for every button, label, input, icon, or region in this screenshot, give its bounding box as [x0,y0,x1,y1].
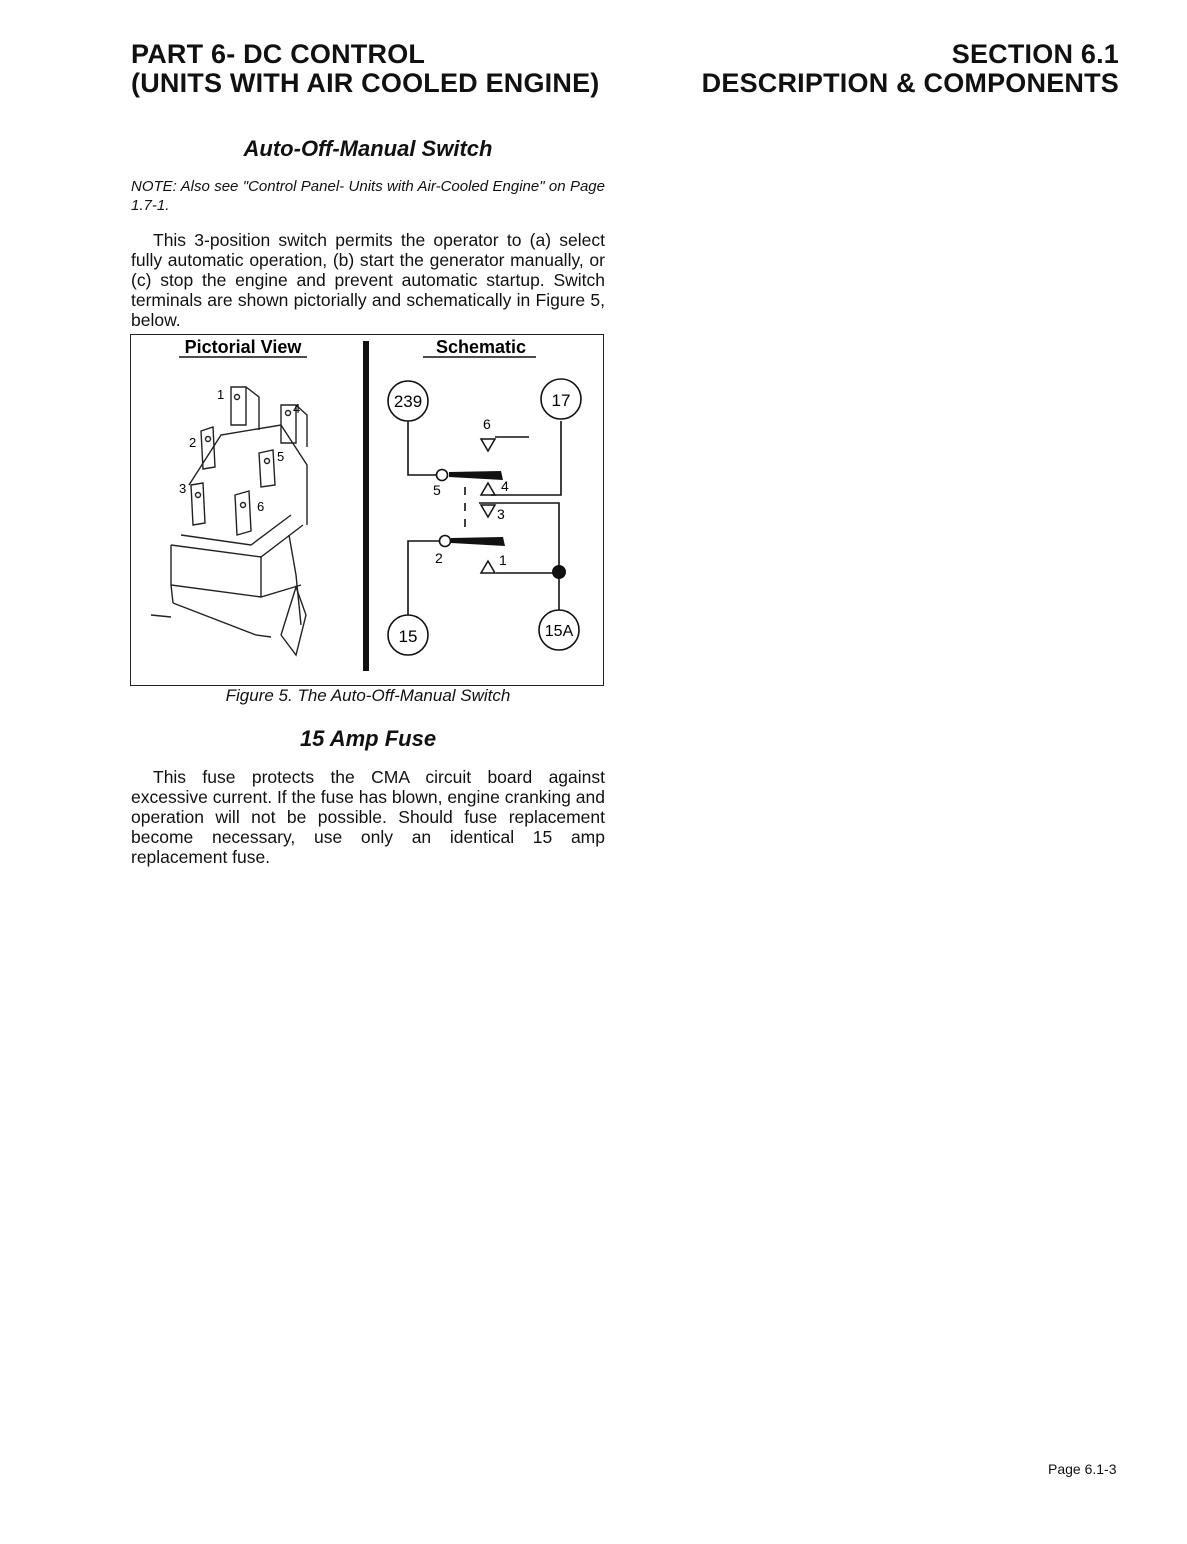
figure-5-box [130,334,604,686]
contact-1-triangle [481,561,495,573]
schematic-terminal-5: 5 [433,482,441,498]
wire-15-label: 15 [398,627,418,646]
schematic-wiring [408,421,561,615]
pictorial-terminal-4: 4 [293,401,301,416]
pictorial-view-label: Pictorial View [184,337,302,357]
section-heading-line1: SECTION 6.1 [951,39,1119,69]
wire-239-label: 239 [393,392,423,411]
pictorial-terminal-6: 6 [257,499,265,514]
contact-4-triangle [481,483,495,495]
figure-divider [363,341,369,671]
upper-pivot [437,470,448,481]
junction-dot [552,565,566,579]
figure-caption: Figure 5. The Auto-Off-Manual Switch [225,686,511,705]
schematic-label: Schematic [435,337,527,357]
pictorial-terminal-5: 5 [277,449,285,464]
pictorial-terminal-3: 3 [179,481,187,496]
wire-15a-label: 15A [544,623,574,640]
wire-17-label: 17 [551,391,571,410]
switch-note: NOTE: Also see "Control Panel- Units with Air-Cooled Engine" on Page 1.7-1. [131,178,605,214]
lower-pivot [440,536,451,547]
lower-contact-blade [451,537,505,546]
schematic-terminal-6: 6 [483,416,491,432]
pictorial-terminal-1: 1 [217,387,225,402]
pictorial-switch-drawing [151,387,307,655]
upper-contact-blade [449,471,503,480]
pictorial-terminal-2: 2 [189,435,197,450]
section-heading [702,40,1119,98]
schematic-terminal-4: 4 [501,478,509,494]
switch-section-title: Auto-Off-Manual Switch [243,136,493,161]
contact-3-triangle [481,505,495,517]
part-heading [131,40,599,98]
switch-paragraph: This 3-position switch permits the operator to (a) select fully automatic operation, (b) start the generator manually, or (c) stop the engine and prevent automatic startup. Switch terminals are shown pictorially and schematically in Figure 5, below. [131,230,605,330]
fuse-section-title: 15 Amp Fuse [299,726,437,751]
schematic-terminal-3: 3 [497,506,505,522]
switch-diagram [131,335,603,685]
contact-6-triangle [481,439,495,451]
page-number: Page 6.1-3 [1048,1461,1117,1477]
part-heading-line2: (UNITS WITH AIR COOLED ENGINE) [131,68,600,98]
schematic-terminal-2: 2 [435,550,443,566]
part-heading-line1: PART 6- DC CONTROL [131,39,426,69]
schematic-terminal-1: 1 [499,552,507,568]
section-heading-line2: DESCRIPTION & COMPONENTS [701,68,1119,98]
fuse-paragraph: This fuse protects the CMA circuit board against excessive current. If the fuse has blown, engine cranking and operation will not be possible. Should fuse replacement become necessary, use only an identical 15 amp replacement fuse. [131,767,605,867]
